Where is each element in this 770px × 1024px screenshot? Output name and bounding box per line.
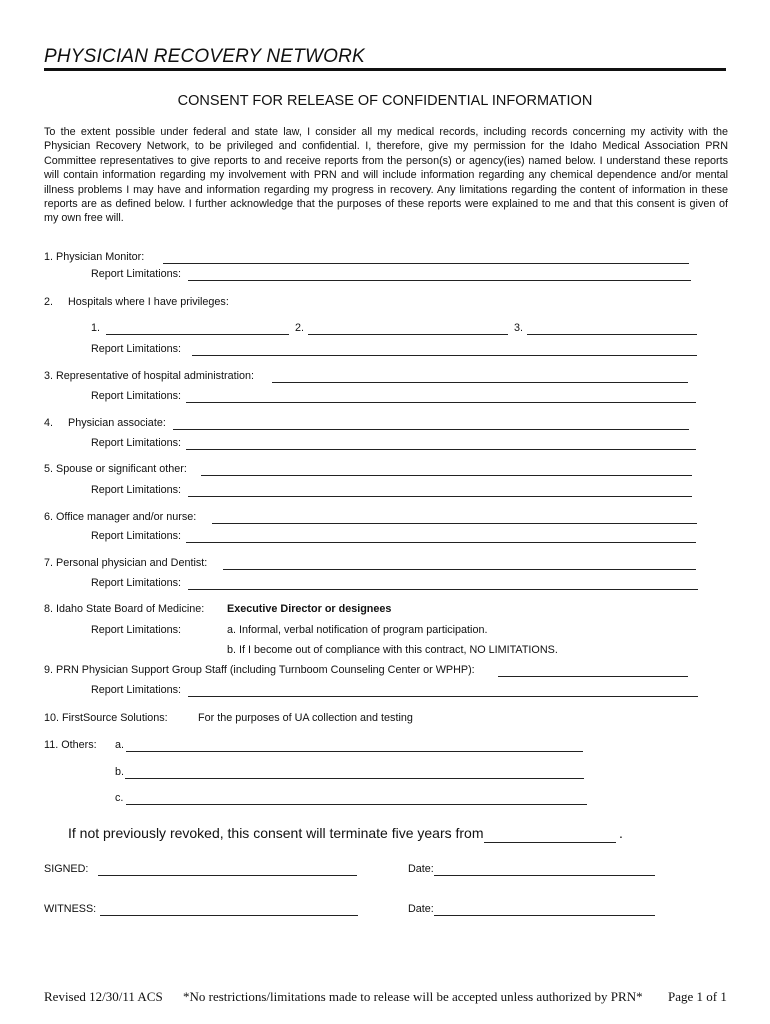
field-hospital-administration[interactable] [272, 382, 688, 383]
field-physician-associate[interactable] [173, 429, 689, 430]
label-hospital-3: 3. [514, 322, 524, 334]
state-board-limitation-b: b. If I become out of compliance with this contract, NO LIMITATIONS. [227, 644, 558, 656]
label-item-4-number: 4. [44, 417, 54, 429]
label-report-limitations-6: Report Limitations: [91, 530, 182, 542]
label-report-limitations-7: Report Limitations: [91, 577, 182, 589]
label-personal-physician: 7. Personal physician and Dentist: [44, 557, 208, 569]
field-personal-physician[interactable] [223, 569, 696, 570]
label-signed: SIGNED: [44, 863, 89, 875]
field-office-manager[interactable] [212, 523, 697, 524]
field-signed[interactable] [98, 875, 357, 876]
label-physician-associate: Physician associate: [68, 417, 166, 429]
termination-period: . [619, 825, 623, 841]
field-prn-support-group[interactable] [498, 676, 688, 677]
field-hospital-2[interactable] [308, 334, 508, 335]
field-report-limitations-4[interactable] [186, 449, 696, 450]
label-other-c: c. [115, 792, 124, 804]
label-office-manager: 6. Office manager and/or nurse: [44, 511, 197, 523]
field-report-limitations-5[interactable] [188, 496, 692, 497]
state-board-recipient: Executive Director or designees [227, 603, 392, 615]
label-others: 11. Others: [44, 739, 97, 751]
field-report-limitations-2[interactable] [192, 355, 697, 356]
field-other-c[interactable] [126, 804, 587, 805]
label-physician-monitor: 1. Physician Monitor: [44, 251, 145, 263]
label-hospital-2: 2. [295, 322, 305, 334]
field-termination-date[interactable] [484, 842, 616, 843]
field-report-limitations-7[interactable] [188, 589, 698, 590]
field-report-limitations-1[interactable] [188, 280, 691, 281]
label-item-2-number: 2. [44, 296, 54, 308]
label-report-limitations-2: Report Limitations: [91, 343, 182, 355]
label-hospitals: Hospitals where I have privileges: [68, 296, 229, 308]
field-report-limitations-9[interactable] [188, 696, 698, 697]
field-witness[interactable] [100, 915, 358, 916]
label-hospital-administration: 3. Representative of hospital administration: [44, 370, 255, 382]
firstsource-purpose: For the purposes of UA collection and testing [198, 712, 413, 724]
field-hospital-1[interactable] [106, 334, 289, 335]
footer-page-number: Page 1 of 1 [668, 989, 727, 1004]
state-board-limitation-a: a. Informal, verbal notification of program participation. [227, 624, 488, 636]
label-state-board: 8. Idaho State Board of Medicine: [44, 603, 205, 615]
field-hospital-3[interactable] [527, 334, 697, 335]
termination-statement: If not previously revoked, this consent will terminate five years from [68, 825, 484, 841]
label-report-limitations-4: Report Limitations: [91, 437, 182, 449]
label-prn-support-group: 9. PRN Physician Support Group Staff (including Turnboom Counseling Center or WPHP): [44, 664, 475, 676]
header-rule [44, 68, 726, 71]
field-other-b[interactable] [125, 778, 584, 779]
label-report-limitations-8: Report Limitations: [91, 624, 182, 636]
field-witness-date[interactable] [434, 915, 655, 916]
footer-revised: Revised 12/30/11 ACS [44, 989, 163, 1004]
label-report-limitations-9: Report Limitations: [91, 684, 182, 696]
field-spouse[interactable] [201, 475, 692, 476]
organization-title: PHYSICIAN RECOVERY NETWORK [44, 46, 365, 67]
label-witness-date: Date: [408, 903, 434, 915]
label-report-limitations-1: Report Limitations: [91, 268, 182, 280]
label-other-a: a. [115, 739, 125, 751]
field-other-a[interactable] [126, 751, 583, 752]
field-report-limitations-6[interactable] [186, 542, 696, 543]
label-other-b: b. [115, 766, 125, 778]
label-report-limitations-5: Report Limitations: [91, 484, 182, 496]
document-title: CONSENT FOR RELEASE OF CONFIDENTIAL INFORMATION [177, 93, 593, 109]
label-firstsource: 10. FirstSource Solutions: [44, 712, 168, 724]
label-spouse: 5. Spouse or significant other: [44, 463, 187, 475]
field-physician-monitor[interactable] [163, 263, 689, 264]
field-signed-date[interactable] [434, 875, 655, 876]
label-report-limitations-3: Report Limitations: [91, 390, 182, 402]
field-report-limitations-3[interactable] [186, 402, 696, 403]
consent-paragraph: To the extent possible under federal and state law, I consider all my medical records, including records concerning my activity with the Physician Recovery Network, to be privileged and confidential. I, therefore, give my permission for the Idaho Medical Association PRN Committee representatives to give reports to and receive reports from the person(s) or agency(ies) named below. I understand these reports will contain information regarding my involvement with PRN and will include information regarding any chemical dependence and/or mental illness problems I may have and information regarding my progress in recovery. Any limitations regarding the content of information in these reports are as defined below. I further acknowledge that the purposes of these reports were explained to me and that this consent is given of my own free will. [44, 126, 728, 225]
label-signed-date: Date: [408, 863, 434, 875]
label-witness: WITNESS: [44, 903, 97, 915]
label-hospital-1: 1. [91, 322, 101, 334]
footer-note: *No restrictions/limitations made to release will be accepted unless authorized by PRN* [183, 989, 643, 1004]
